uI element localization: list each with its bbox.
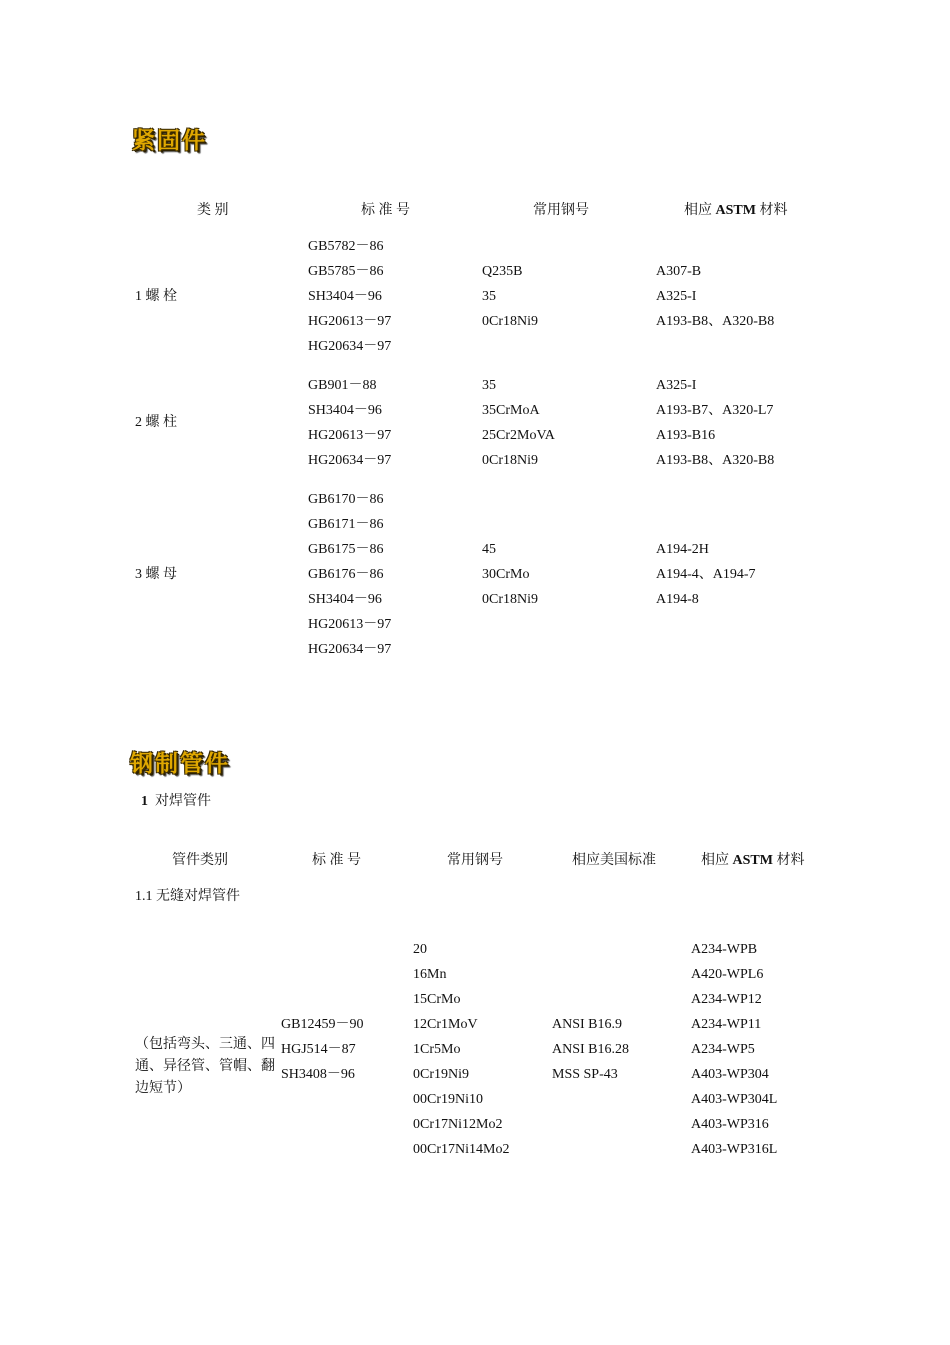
- list-item: HG20613－97: [308, 314, 392, 329]
- subsection-text: 对焊管件: [155, 794, 211, 809]
- list-item: A403-WP316L: [691, 1142, 778, 1157]
- list-item: A420-WPL6: [691, 967, 764, 982]
- list-item: A193-B8、A320-B8: [656, 314, 775, 329]
- header-standard: 标 准 号: [361, 203, 410, 218]
- list-item: 00Cr19Ni10: [413, 1092, 483, 1107]
- list-item: 0Cr18Ni9: [482, 453, 538, 468]
- us-standards-list: [552, 1012, 629, 1087]
- list-item: A403-WP304: [691, 1067, 769, 1082]
- list-item: A403-WP304L: [691, 1092, 778, 1107]
- list-item: 20: [413, 942, 427, 957]
- list-item: A234-WPB: [691, 942, 758, 957]
- list-item: SH3404－96: [308, 592, 382, 607]
- subsection-heading: [141, 789, 211, 814]
- list-item: ANSI B16.9: [552, 1017, 623, 1032]
- list-item: A234-WP11: [691, 1017, 762, 1032]
- list-item: 35: [482, 289, 496, 304]
- list-item: 15CrMo: [413, 992, 461, 1007]
- standards-list: [281, 1012, 363, 1087]
- header-standard: 标 准 号: [312, 853, 361, 868]
- header-astm-prefix: 相应: [684, 203, 716, 218]
- list-item: GB6171－86: [308, 517, 384, 532]
- list-item: 00Cr17Ni14Mo2: [413, 1142, 510, 1157]
- header-astm: [684, 199, 787, 219]
- steels-list: [482, 373, 555, 473]
- list-item: GB12459－90: [281, 1017, 364, 1032]
- list-item: A325-I: [656, 289, 697, 304]
- row-category: 1 螺 栓: [135, 289, 177, 304]
- standards-list: [308, 373, 391, 473]
- section-title-fasteners: 紧固件: [132, 128, 207, 154]
- steels-list: [413, 937, 509, 1162]
- standards-list: [308, 234, 391, 359]
- list-item: 25Cr2MoVA: [482, 428, 555, 443]
- header-astm-prefix: 相应: [701, 853, 733, 868]
- list-item: ANSI B16.28: [552, 1042, 630, 1057]
- list-item: A193-B7、A320-L7: [656, 403, 774, 418]
- list-item: A234-WP5: [691, 1042, 755, 1057]
- list-item: GB5785－86: [308, 264, 384, 279]
- header-astm-bold: ASTM: [715, 203, 756, 218]
- row-category: 2 螺 柱: [135, 415, 177, 430]
- header-category: 管件类别: [172, 853, 228, 868]
- list-item: HG20634－97: [308, 453, 392, 468]
- list-item: HGJ514－87: [281, 1042, 356, 1057]
- header-astm-bold: ASTM: [732, 853, 773, 868]
- header-us-standard: 相应美国标准: [572, 853, 656, 868]
- header-category: 类 别: [197, 203, 229, 218]
- list-item: SH3408－96: [281, 1067, 355, 1082]
- list-item: MSS SP-43: [552, 1067, 618, 1082]
- list-item: A325-I: [656, 378, 697, 393]
- sub-heading: 1.1 无缝对焊管件: [135, 889, 240, 904]
- list-item: GB6170－86: [308, 492, 384, 507]
- list-item: GB6175－86: [308, 542, 384, 557]
- astm-list: [691, 937, 777, 1162]
- list-item: HG20613－97: [308, 617, 392, 632]
- steels-list: [482, 537, 538, 612]
- list-item: 45: [482, 542, 496, 557]
- list-item: HG20634－97: [308, 642, 392, 657]
- list-item: 12Cr1MoV: [413, 1017, 478, 1032]
- astm-list: [656, 373, 774, 473]
- list-item: GB5782－86: [308, 239, 384, 254]
- list-item: 35: [482, 378, 496, 393]
- list-item: GB901－88: [308, 378, 377, 393]
- header-astm: [701, 849, 804, 869]
- row-category: 3 螺 母: [135, 567, 177, 582]
- list-item: 0Cr17Ni12Mo2: [413, 1117, 503, 1132]
- list-item: A403-WP316: [691, 1117, 769, 1132]
- section-title-fittings: 钢制管件: [130, 751, 230, 777]
- list-item: SH3404－96: [308, 403, 382, 418]
- list-item: Q235B: [482, 264, 523, 279]
- list-item: GB6176－86: [308, 567, 384, 582]
- list-item: 0Cr18Ni9: [482, 314, 538, 329]
- list-item: SH3404－96: [308, 289, 382, 304]
- list-item: A193-B8、A320-B8: [656, 453, 775, 468]
- header-astm-suffix: 材料: [772, 853, 805, 868]
- list-item: A307-B: [656, 264, 702, 279]
- row-category: （包括弯头、三通、四通、异径管、管帽、翻边短节）: [135, 1037, 275, 1096]
- header-steel: 常用钢号: [447, 853, 503, 868]
- standards-list: [308, 487, 391, 662]
- list-item: 1Cr5Mo: [413, 1042, 461, 1057]
- list-item: HG20634－97: [308, 339, 392, 354]
- list-item: 0Cr18Ni9: [482, 592, 538, 607]
- list-item: HG20613－97: [308, 428, 392, 443]
- header-steel: 常用钢号: [533, 203, 589, 218]
- list-item: A194-8: [656, 592, 699, 607]
- list-item: 16Mn: [413, 967, 447, 982]
- list-item: A234-WP12: [691, 992, 762, 1007]
- steels-list: [482, 259, 538, 334]
- list-item: A194-2H: [656, 542, 709, 557]
- list-item: A194-4、A194-7: [656, 567, 756, 582]
- header-astm-suffix: 材料: [755, 203, 788, 218]
- astm-list: [656, 537, 756, 612]
- subsection-number: 1: [141, 794, 148, 809]
- astm-list: [656, 259, 774, 334]
- list-item: A193-B16: [656, 428, 716, 443]
- list-item: 35CrMoA: [482, 403, 540, 418]
- list-item: 30CrMo: [482, 567, 530, 582]
- list-item: 0Cr19Ni9: [413, 1067, 469, 1082]
